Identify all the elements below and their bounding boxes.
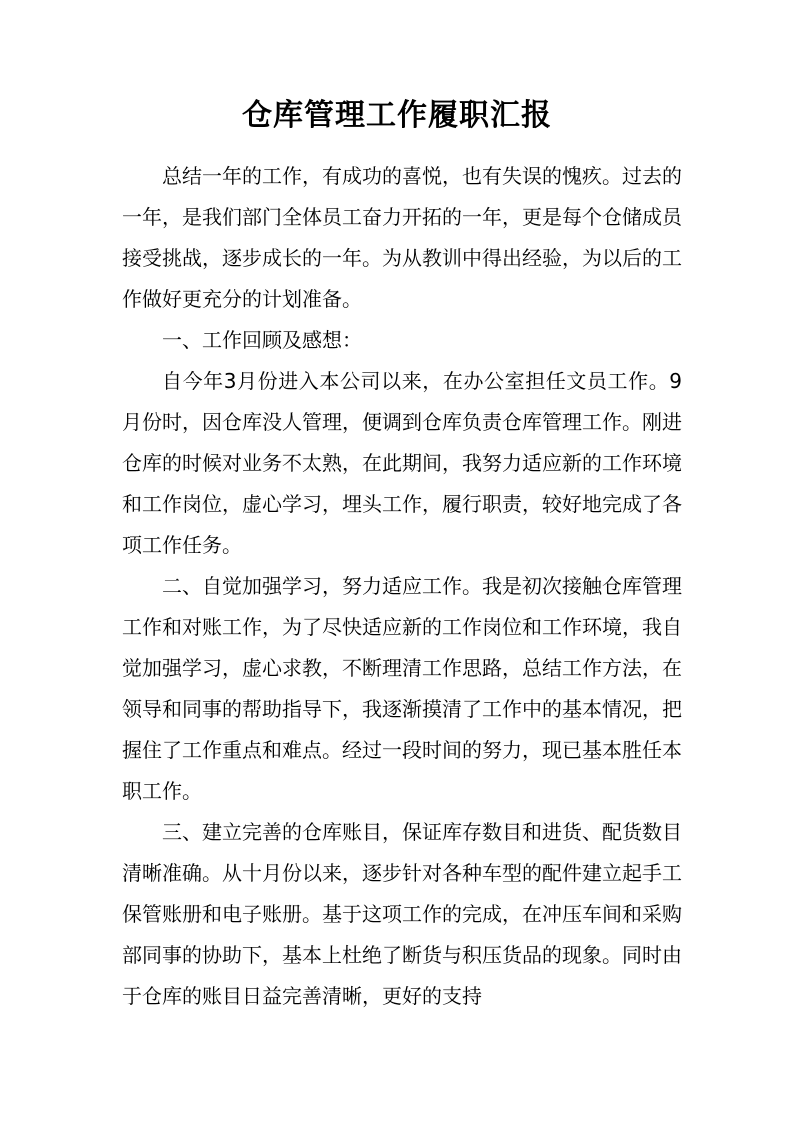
paragraph-section-3: 三、建立完善的仓库账目，保证库存数目和进货、配货数目清晰准确。从十月份以来，逐步针对各种车型的配件建立起手工保管账册和电子账册。基于这项工作的完成，在冲压车间和采购部同事的协助下，基本上杜绝了断货与积压货品的现象。同时由于仓库的账目日益完善清晰，更好的支持	[122, 820, 682, 1008]
paragraph-work-review: 自今年3月份进入本公司以来，在办公室担任文员工作。9月份时，因仓库没人管理，便调到仓库负责仓库管理工作。刚进仓库的时候对业务不太熟，在此期间，我努力适应新的工作环境和工作岗位，虚心学习，埋头工作，履行职责，较好地完成了各项工作任务。	[122, 369, 682, 557]
paragraph-section-1-heading: 一、工作回顾及感想：	[162, 328, 362, 352]
document-body	[122, 156, 682, 1017]
paragraph-intro: 总结一年的工作，有成功的喜悦，也有失误的愧疚。过去的一年，是我们部门全体员工奋力开拓的一年，更是每个仓储成员接受挑战，逐步成长的一年。为从教训中得出经验，为以后的工作做好更充分的计划准备。	[122, 164, 682, 311]
paragraph-section-2: 二、自觉加强学习，努力适应工作。我是初次接触仓库管理工作和对账工作，为了尽快适应新的工作岗位和工作环境，我自觉加强学习，虚心求教，不断理清工作思路，总结工作方法，在领导和同事的帮助指导下，我逐渐摸清了工作中的基本情况，把握住了工作重点和难点。经过一段时间的努力，现已基本胜任本职工作。	[122, 574, 682, 803]
document-title: 仓库管理工作履职汇报	[242, 98, 552, 133]
